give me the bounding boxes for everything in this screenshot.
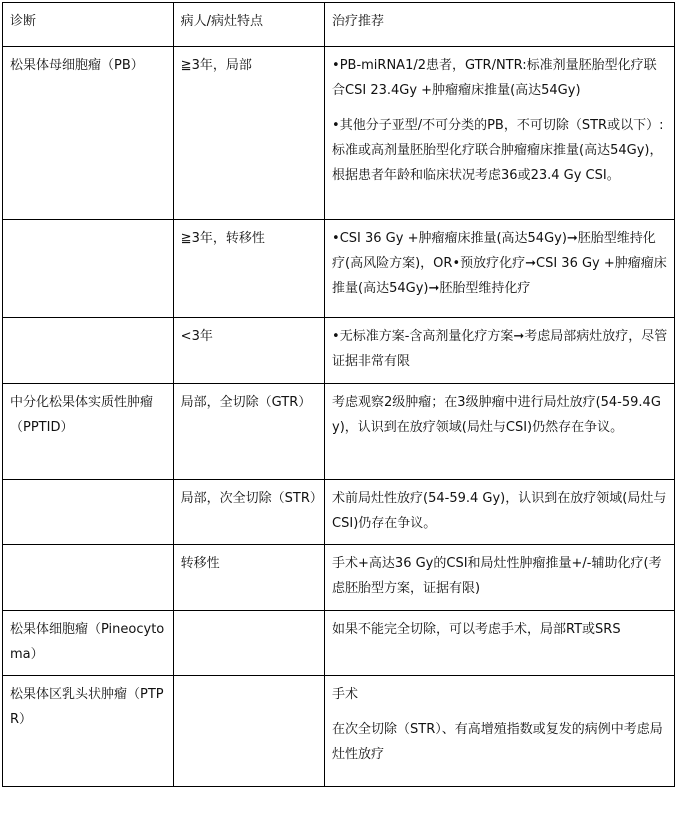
diagnosis-cell: [3, 318, 174, 384]
treatment-cell: [325, 220, 675, 318]
feature-cell: [173, 611, 324, 676]
table-row: [3, 676, 675, 787]
treatment-item: •PB-miRNA1/2患者，GTR/NTR:标准剂量胚胎型化疗联合CSI 23.4Gy +肿瘤瘤床推量(高达54Gy): [332, 58, 657, 98]
table-row: [3, 480, 675, 545]
treatment-cell: [325, 611, 675, 676]
treatment-cell: [325, 384, 675, 480]
treatment-item: •其他分子亚型/不可分类的PB，不可切除（STR或以下）:标准或高剂量胚胎型化疗联合肿瘤瘤床推量(高达54Gy)，根据患者年龄和临床状况考虑36或23.4 Gy CSI。: [332, 118, 664, 183]
table-row: [3, 220, 675, 318]
treatment-cell: [325, 318, 675, 384]
header-treatment: 治疗推荐: [325, 3, 675, 47]
treatment-item: •CSI 36 Gy +肿瘤瘤床推量(高达54Gy)➞胚胎型维持化疗(高风险方案)，OR•预放疗化疗➞CSI 36 Gy +肿瘤瘤床推量(高达54Gy)➞胚胎型维持化疗: [332, 231, 667, 296]
table-row: [3, 47, 675, 220]
diagnosis-cell: 中分化松果体实质性肿瘤（PPTID）: [3, 384, 174, 480]
table-row: [3, 384, 675, 480]
diagnosis-cell: 松果体细胞瘤（Pineocytoma）: [3, 611, 174, 676]
feature-cell: [173, 676, 324, 787]
treatment-item: 在次全切除（STR）、有高增殖指数或复发的病例中考虑局灶性放疗: [332, 722, 663, 762]
treatment-table: [2, 2, 675, 787]
table-header-row: [3, 3, 675, 47]
treatment-item: 手术+高达36 Gy的CSI和局灶性肿瘤推量+/-辅助化疗(考虑胚胎型方案，证据有限): [332, 556, 662, 596]
feature-cell: ≧3年，局部: [173, 47, 324, 220]
diagnosis-cell: 松果体区乳头状肿瘤（PTPR）: [3, 676, 174, 787]
table-row: [3, 545, 675, 611]
treatment-item: 如果不能完全切除，可以考虑手术，局部RT或SRS: [332, 622, 621, 637]
table-row: [3, 318, 675, 384]
treatment-item: •无标准方案-含高剂量化疗方案➞考虑局部病灶放疗，尽管证据非常有限: [332, 329, 668, 369]
diagnosis-cell: [3, 545, 174, 611]
treatment-cell: [325, 47, 675, 220]
table-row: [3, 611, 675, 676]
treatment-cell: [325, 545, 675, 611]
feature-cell: ≧3年，转移性: [173, 220, 324, 318]
treatment-cell: [325, 480, 675, 545]
treatment-item: 考虑观察2级肿瘤；在3级肿瘤中进行局灶放疗(54-59.4Gy)，认识到在放疗领域(局灶与CSI)仍然存在争议。: [332, 395, 661, 435]
treatment-item: 手术: [332, 687, 359, 702]
diagnosis-cell: [3, 220, 174, 318]
header-patient-feature: 病人/病灶特点: [173, 3, 324, 47]
feature-cell: 局部，全切除（GTR）: [173, 384, 324, 480]
header-diagnosis: 诊断: [3, 3, 174, 47]
treatment-cell: [325, 676, 675, 787]
feature-cell: 转移性: [173, 545, 324, 611]
diagnosis-cell: [3, 480, 174, 545]
diagnosis-cell: 松果体母细胞瘤（PB）: [3, 47, 174, 220]
feature-cell: <3年: [173, 318, 324, 384]
feature-cell: 局部，次全切除（STR）: [173, 480, 324, 545]
treatment-item: 术前局灶性放疗(54-59.4 Gy)，认识到在放疗领域(局灶与CSI)仍存在争议。: [332, 491, 667, 531]
